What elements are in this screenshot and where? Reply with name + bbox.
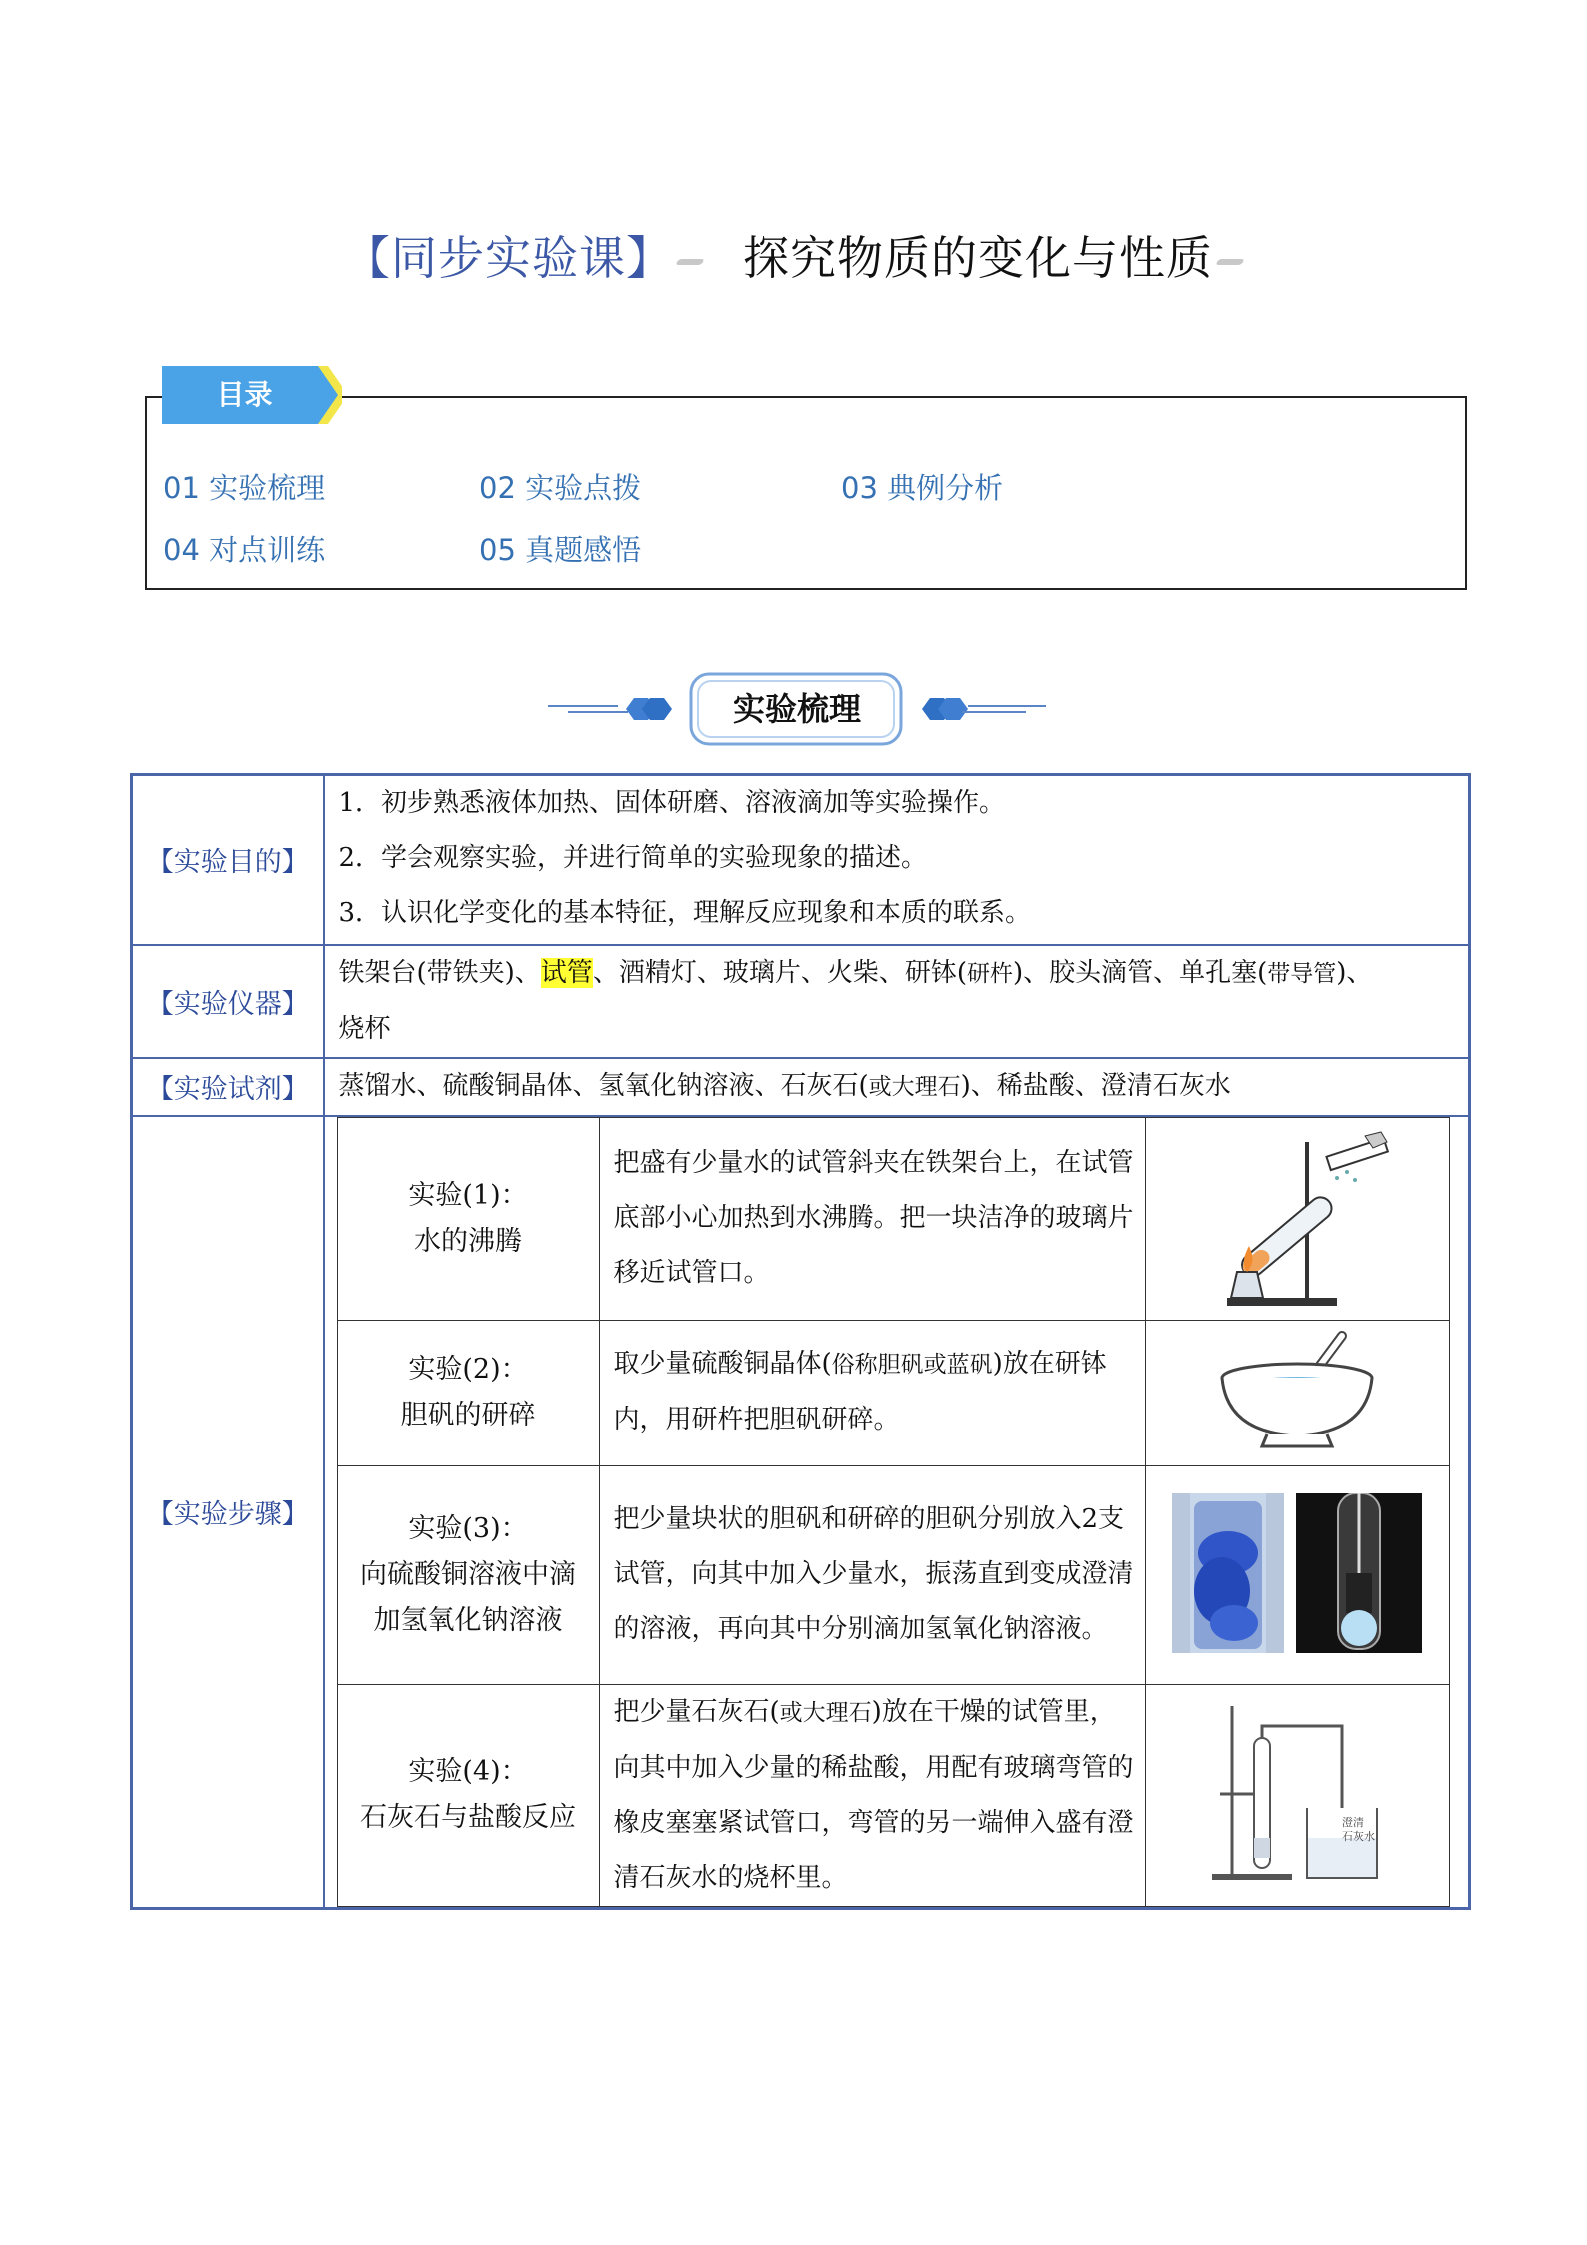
toc-item[interactable]: 04 对点训练 — [163, 533, 326, 567]
experiment-table — [130, 773, 1471, 1910]
experiment-figure — [1145, 1684, 1449, 1906]
experiment-figure — [1145, 1465, 1449, 1684]
reagents-content: 蒸馏水、硫酸铜晶体、氢氧化钠溶液、石灰石(或大理石)、稀盐酸、澄清石灰水 — [324, 1058, 1470, 1116]
apparatus-label: 【实验仪器】 — [132, 945, 324, 1058]
page-title — [0, 222, 1587, 288]
steps-label: 【实验步骤】 — [132, 1116, 324, 1909]
figure-label: 石灰水 — [1342, 1830, 1375, 1843]
table-row — [337, 1465, 1449, 1684]
reagents-label: 【实验试剂】 — [132, 1058, 324, 1116]
experiment-description: 把盛有少量水的试管斜夹在铁架台上，在试管底部小心加热到水沸腾。把一块洁净的玻璃片移近试管口。 — [599, 1117, 1145, 1320]
limestone-hcl-apparatus-image — [1192, 1698, 1402, 1888]
experiment-figure — [1145, 1320, 1449, 1465]
experiment-name: 实验(1)： 水的沸腾 — [337, 1117, 599, 1320]
toc-item[interactable]: 05 真题感悟 — [479, 533, 642, 567]
experiment-figure — [1145, 1117, 1449, 1320]
table-row — [337, 1684, 1449, 1906]
steps-table — [337, 1117, 1450, 1907]
purpose-line: 2．学会观察实验，并进行简单的实验现象的描述。 — [338, 843, 928, 873]
purpose-line: 3．认识化学变化的基本特征，理解反应现象和本质的联系。 — [338, 898, 1032, 928]
highlighted-text: 试管 — [540, 957, 593, 988]
table-row — [337, 1320, 1449, 1465]
purpose-label: 【实验目的】 — [132, 775, 324, 945]
apparatus-content: 铁架台(带铁夹)、试管、酒精灯、玻璃片、火柴、研钵(研杵)、胶头滴管、单孔塞(带导管)、 烧杯 — [324, 945, 1470, 1058]
experiment-name: 实验(2)： 胆矾的研碎 — [337, 1320, 599, 1465]
mortar-pestle-image — [1212, 1328, 1382, 1453]
title-decoration — [1215, 259, 1244, 265]
copper-hydroxide-photo — [1172, 1493, 1422, 1653]
experiment-description: 把少量石灰石(或大理石)放在干燥的试管里，向其中加入少量的稀盐酸，用配有玻璃弯管的橡皮塞塞紧试管口，弯管的另一端伸入盛有澄清石灰水的烧杯里。 — [599, 1684, 1145, 1906]
steps-content — [324, 1116, 1470, 1909]
experiment-description: 把少量块状的胆矾和研碎的胆矾分别放入2支试管，向其中加入少量水，振荡直到变成澄清的溶液，再向其中分别滴加氢氧化钠溶液。 — [599, 1465, 1145, 1684]
section-title: 实验梳理 — [732, 690, 861, 728]
toc-item[interactable]: 02 实验点拨 — [479, 471, 642, 505]
purpose-line: 1．初步熟悉液体加热、固体研磨、溶液滴加等实验操作。 — [338, 788, 1006, 818]
toc-label: 目录 — [216, 378, 273, 411]
title-main: 探究物质的变化与性质 — [743, 231, 1213, 285]
table-row — [337, 1117, 1449, 1320]
toc-item[interactable]: 03 典例分析 — [841, 471, 1004, 505]
boiling-water-apparatus-image — [1197, 1122, 1397, 1312]
experiment-name: 实验(3)： 向硫酸铜溶液中滴 加氢氧化钠溶液 — [337, 1465, 599, 1684]
experiment-name: 实验(4)： 石灰石与盐酸反应 — [337, 1684, 599, 1906]
title-tag: 【同步实验课】 — [344, 231, 673, 285]
figure-label: 澄清 — [1342, 1816, 1364, 1829]
purpose-content — [324, 775, 1470, 945]
title-decoration — [675, 259, 704, 265]
experiment-description: 取少量硫酸铜晶体(俗称胆矾或蓝矾)放在研钵内，用研杵把胆矾研碎。 — [599, 1320, 1145, 1465]
toc-box — [145, 396, 1467, 590]
toc-item[interactable]: 01 实验梳理 — [163, 471, 326, 505]
